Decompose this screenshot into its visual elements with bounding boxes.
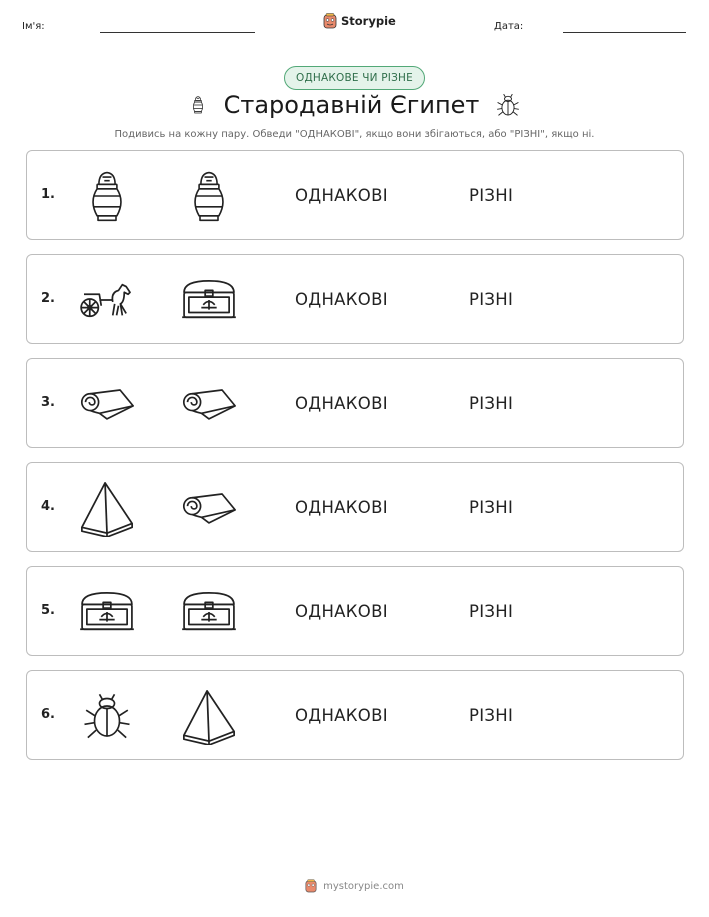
option-same[interactable]: ОДНАКОВІ <box>295 602 388 621</box>
date-line[interactable] <box>563 32 686 33</box>
pair-row <box>26 254 684 344</box>
pair-row <box>26 670 684 760</box>
pair-row <box>26 358 684 448</box>
option-same[interactable]: ОДНАКОВІ <box>295 706 388 725</box>
pyramid-icon <box>179 686 239 746</box>
pair-row <box>26 566 684 656</box>
chariot-icon <box>77 270 137 330</box>
footer <box>0 879 709 893</box>
option-different[interactable]: РІЗНІ <box>469 394 514 413</box>
treasure-chest-icon <box>179 582 239 642</box>
scarab-icon <box>77 686 137 746</box>
row-number: 3. <box>41 395 55 410</box>
option-same[interactable]: ОДНАКОВІ <box>295 498 388 517</box>
papyrus-scroll-icon <box>77 374 137 434</box>
row-number: 4. <box>41 499 55 514</box>
option-different[interactable]: РІЗНІ <box>469 186 514 205</box>
scarab-icon <box>495 91 521 119</box>
canopic-jar-icon <box>179 166 239 226</box>
brand-logo <box>323 13 396 29</box>
name-label: Ім'я: <box>22 21 45 32</box>
category-badge: ОДНАКОВЕ ЧИ РІЗНЕ <box>284 66 425 90</box>
pairs-list <box>26 150 684 760</box>
option-same[interactable]: ОДНАКОВІ <box>295 290 388 309</box>
option-different[interactable]: РІЗНІ <box>469 706 514 725</box>
brand-name: Storypie <box>341 14 396 28</box>
storypie-mascot-icon <box>323 13 337 29</box>
option-different[interactable]: РІЗНІ <box>469 498 514 517</box>
treasure-chest-icon <box>77 582 137 642</box>
papyrus-scroll-icon <box>179 478 239 538</box>
pair-row <box>26 462 684 552</box>
row-number: 5. <box>41 603 55 618</box>
option-different[interactable]: РІЗНІ <box>469 602 514 621</box>
option-same[interactable]: ОДНАКОВІ <box>295 394 388 413</box>
treasure-chest-icon <box>179 270 239 330</box>
row-number: 6. <box>41 707 55 722</box>
option-same[interactable]: ОДНАКОВІ <box>295 186 388 205</box>
pyramid-icon <box>77 478 137 538</box>
papyrus-scroll-icon <box>179 374 239 434</box>
title-row <box>0 90 709 120</box>
page-title: Стародавній Єгипет <box>223 91 480 119</box>
canopic-jar-icon <box>77 166 137 226</box>
footer-url[interactable]: mystorypie.com <box>323 880 404 892</box>
row-number: 1. <box>41 187 55 202</box>
instructions-text: Подивись на кожну пару. Обведи "ОДНАКОВІ", якщо вони збігаються, або "РІЗНІ", якщо ні. <box>114 129 595 140</box>
canopic-jar-icon <box>188 90 208 120</box>
option-different[interactable]: РІЗНІ <box>469 290 514 309</box>
storypie-mascot-icon <box>305 879 317 893</box>
name-line[interactable] <box>100 32 255 33</box>
row-number: 2. <box>41 291 55 306</box>
date-label: Дата: <box>494 21 524 32</box>
pair-row <box>26 150 684 240</box>
